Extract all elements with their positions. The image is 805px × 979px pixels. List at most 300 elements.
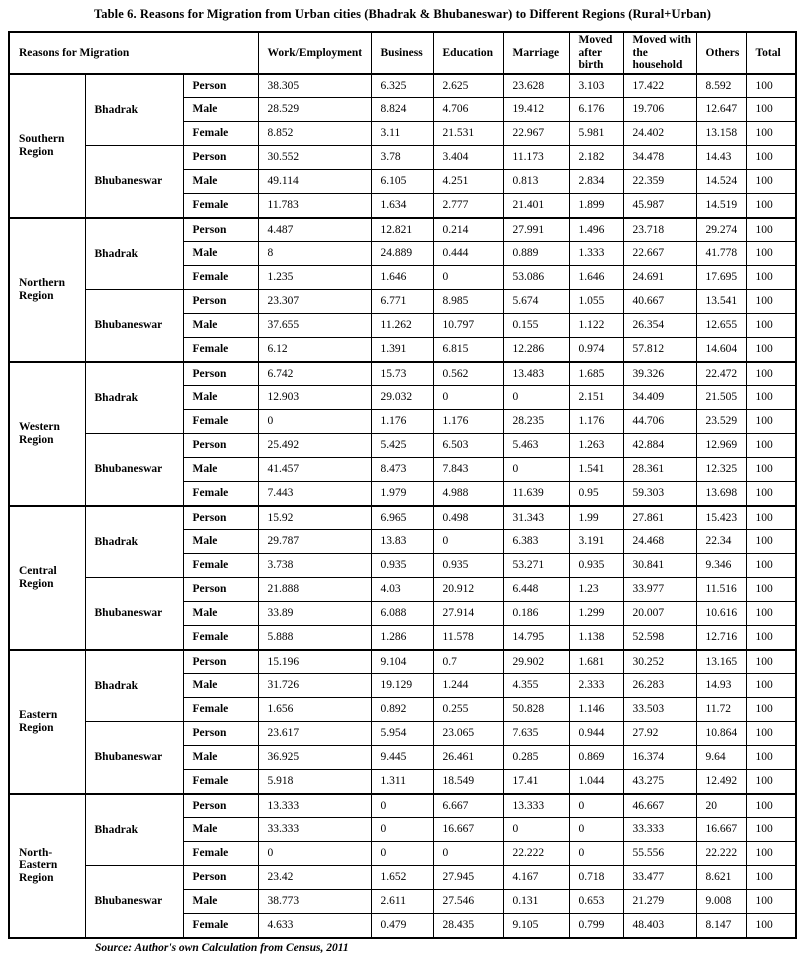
value-cell: 41.778 bbox=[696, 242, 746, 266]
value-cell: 7.843 bbox=[433, 458, 503, 482]
value-cell: 5.954 bbox=[371, 722, 433, 746]
value-cell: 0 bbox=[503, 818, 569, 842]
value-cell: 2.182 bbox=[569, 146, 623, 170]
value-cell: 1.979 bbox=[371, 482, 433, 506]
value-cell: 100 bbox=[746, 554, 796, 578]
person-type-cell: Male bbox=[183, 530, 258, 554]
value-cell: 31.726 bbox=[258, 674, 371, 698]
value-cell: 26.461 bbox=[433, 746, 503, 770]
person-type-cell: Male bbox=[183, 242, 258, 266]
value-cell: 29.274 bbox=[696, 218, 746, 242]
value-cell: 29.902 bbox=[503, 650, 569, 674]
value-cell: 100 bbox=[746, 698, 796, 722]
person-type-cell: Female bbox=[183, 554, 258, 578]
value-cell: 39.326 bbox=[623, 362, 696, 386]
value-cell: 13.541 bbox=[696, 290, 746, 314]
value-cell: 33.503 bbox=[623, 698, 696, 722]
city-cell: Bhadrak bbox=[85, 218, 183, 290]
value-cell: 100 bbox=[746, 818, 796, 842]
person-type-cell: Male bbox=[183, 746, 258, 770]
person-type-cell: Male bbox=[183, 170, 258, 194]
value-cell: 29.032 bbox=[371, 386, 433, 410]
city-cell: Bhadrak bbox=[85, 506, 183, 578]
value-cell: 12.325 bbox=[696, 458, 746, 482]
value-cell: 4.706 bbox=[433, 98, 503, 122]
value-cell: 59.303 bbox=[623, 482, 696, 506]
value-cell: 100 bbox=[746, 290, 796, 314]
value-cell: 9.445 bbox=[371, 746, 433, 770]
person-type-cell: Male bbox=[183, 314, 258, 338]
value-cell: 0.892 bbox=[371, 698, 433, 722]
value-cell: 100 bbox=[746, 434, 796, 458]
value-cell: 4.355 bbox=[503, 674, 569, 698]
value-cell: 14.519 bbox=[696, 194, 746, 218]
value-cell: 100 bbox=[746, 338, 796, 362]
value-cell: 50.828 bbox=[503, 698, 569, 722]
value-cell: 2.151 bbox=[569, 386, 623, 410]
value-cell: 0 bbox=[503, 458, 569, 482]
value-cell: 10.864 bbox=[696, 722, 746, 746]
value-cell: 6.667 bbox=[433, 794, 503, 818]
value-cell: 3.738 bbox=[258, 554, 371, 578]
value-cell: 53.086 bbox=[503, 266, 569, 290]
person-type-cell: Female bbox=[183, 338, 258, 362]
value-cell: 0.255 bbox=[433, 698, 503, 722]
value-cell: 3.404 bbox=[433, 146, 503, 170]
person-type-cell: Male bbox=[183, 602, 258, 626]
value-cell: 8.852 bbox=[258, 122, 371, 146]
value-cell: 33.977 bbox=[623, 578, 696, 602]
value-cell: 6.176 bbox=[569, 98, 623, 122]
header-col-6: Others bbox=[696, 32, 746, 74]
value-cell: 4.167 bbox=[503, 866, 569, 890]
value-cell: 0 bbox=[569, 818, 623, 842]
value-cell: 26.354 bbox=[623, 314, 696, 338]
value-cell: 0.889 bbox=[503, 242, 569, 266]
value-cell: 6.448 bbox=[503, 578, 569, 602]
value-cell: 19.706 bbox=[623, 98, 696, 122]
header-col-4: Moved after birth bbox=[569, 32, 623, 74]
table-header bbox=[9, 32, 796, 74]
value-cell: 0.869 bbox=[569, 746, 623, 770]
value-cell: 21.279 bbox=[623, 890, 696, 914]
value-cell: 22.667 bbox=[623, 242, 696, 266]
value-cell: 23.42 bbox=[258, 866, 371, 890]
value-cell: 11.516 bbox=[696, 578, 746, 602]
value-cell: 22.222 bbox=[696, 842, 746, 866]
value-cell: 5.981 bbox=[569, 122, 623, 146]
value-cell: 0.186 bbox=[503, 602, 569, 626]
value-cell: 12.286 bbox=[503, 338, 569, 362]
value-cell: 21.401 bbox=[503, 194, 569, 218]
value-cell: 17.41 bbox=[503, 770, 569, 794]
value-cell: 12.647 bbox=[696, 98, 746, 122]
value-cell: 0.974 bbox=[569, 338, 623, 362]
value-cell: 0.285 bbox=[503, 746, 569, 770]
value-cell: 33.477 bbox=[623, 866, 696, 890]
person-type-cell: Male bbox=[183, 458, 258, 482]
value-cell: 100 bbox=[746, 482, 796, 506]
value-cell: 100 bbox=[746, 218, 796, 242]
value-cell: 42.884 bbox=[623, 434, 696, 458]
table-row bbox=[9, 434, 796, 458]
migration-table bbox=[8, 31, 797, 939]
value-cell: 100 bbox=[746, 458, 796, 482]
table-title: Table 6. Reasons for Migration from Urban cities (Bhadrak & Bhubaneswar) to Different Regions (Rural+Urban) bbox=[93, 7, 711, 21]
value-cell: 0 bbox=[371, 818, 433, 842]
value-cell: 3.78 bbox=[371, 146, 433, 170]
value-cell: 19.129 bbox=[371, 674, 433, 698]
value-cell: 14.524 bbox=[696, 170, 746, 194]
value-cell: 48.403 bbox=[623, 914, 696, 938]
value-cell: 2.333 bbox=[569, 674, 623, 698]
value-cell: 12.716 bbox=[696, 626, 746, 650]
value-cell: 13.483 bbox=[503, 362, 569, 386]
value-cell: 2.625 bbox=[433, 74, 503, 98]
value-cell: 1.541 bbox=[569, 458, 623, 482]
table-row bbox=[9, 794, 796, 818]
value-cell: 13.83 bbox=[371, 530, 433, 554]
person-type-cell: Female bbox=[183, 410, 258, 434]
value-cell: 100 bbox=[746, 842, 796, 866]
value-cell: 1.23 bbox=[569, 578, 623, 602]
value-cell: 27.546 bbox=[433, 890, 503, 914]
value-cell: 0.718 bbox=[569, 866, 623, 890]
value-cell: 1.685 bbox=[569, 362, 623, 386]
value-cell: 6.503 bbox=[433, 434, 503, 458]
value-cell: 1.122 bbox=[569, 314, 623, 338]
person-type-cell: Male bbox=[183, 98, 258, 122]
value-cell: 17.422 bbox=[623, 74, 696, 98]
value-cell: 100 bbox=[746, 386, 796, 410]
person-type-cell: Person bbox=[183, 506, 258, 530]
header-row bbox=[9, 32, 796, 74]
value-cell: 1.99 bbox=[569, 506, 623, 530]
value-cell: 0.562 bbox=[433, 362, 503, 386]
value-cell: 1.244 bbox=[433, 674, 503, 698]
value-cell: 100 bbox=[746, 626, 796, 650]
person-type-cell: Female bbox=[183, 842, 258, 866]
value-cell: 18.549 bbox=[433, 770, 503, 794]
value-cell: 100 bbox=[746, 602, 796, 626]
value-cell: 24.468 bbox=[623, 530, 696, 554]
value-cell: 1.286 bbox=[371, 626, 433, 650]
value-cell: 6.105 bbox=[371, 170, 433, 194]
value-cell: 100 bbox=[746, 722, 796, 746]
person-type-cell: Person bbox=[183, 146, 258, 170]
header-reasons: Reasons for Migration bbox=[9, 32, 258, 74]
value-cell: 15.92 bbox=[258, 506, 371, 530]
value-cell: 11.72 bbox=[696, 698, 746, 722]
header-col-0: Work/Employment bbox=[258, 32, 371, 74]
value-cell: 14.604 bbox=[696, 338, 746, 362]
value-cell: 100 bbox=[746, 410, 796, 434]
value-cell: 100 bbox=[746, 170, 796, 194]
value-cell: 6.088 bbox=[371, 602, 433, 626]
value-cell: 53.271 bbox=[503, 554, 569, 578]
value-cell: 0 bbox=[503, 386, 569, 410]
value-cell: 17.695 bbox=[696, 266, 746, 290]
value-cell: 24.889 bbox=[371, 242, 433, 266]
value-cell: 27.945 bbox=[433, 866, 503, 890]
table-row bbox=[9, 506, 796, 530]
value-cell: 19.412 bbox=[503, 98, 569, 122]
city-cell: Bhubaneswar bbox=[85, 722, 183, 794]
value-cell: 11.578 bbox=[433, 626, 503, 650]
value-cell: 12.655 bbox=[696, 314, 746, 338]
person-type-cell: Female bbox=[183, 122, 258, 146]
value-cell: 12.903 bbox=[258, 386, 371, 410]
table-row bbox=[9, 290, 796, 314]
value-cell: 1.496 bbox=[569, 218, 623, 242]
city-cell: Bhubaneswar bbox=[85, 146, 183, 218]
table-row bbox=[9, 722, 796, 746]
value-cell: 0 bbox=[433, 842, 503, 866]
value-cell: 100 bbox=[746, 650, 796, 674]
value-cell: 1.646 bbox=[371, 266, 433, 290]
value-cell: 100 bbox=[746, 194, 796, 218]
value-cell: 28.235 bbox=[503, 410, 569, 434]
value-cell: 1.634 bbox=[371, 194, 433, 218]
city-cell: Bhadrak bbox=[85, 362, 183, 434]
value-cell: 31.343 bbox=[503, 506, 569, 530]
value-cell: 2.611 bbox=[371, 890, 433, 914]
value-cell: 4.487 bbox=[258, 218, 371, 242]
value-cell: 28.435 bbox=[433, 914, 503, 938]
value-cell: 11.173 bbox=[503, 146, 569, 170]
value-cell: 5.888 bbox=[258, 626, 371, 650]
region-cell: Northern Region bbox=[9, 218, 85, 362]
person-type-cell: Person bbox=[183, 362, 258, 386]
value-cell: 9.346 bbox=[696, 554, 746, 578]
value-cell: 0.935 bbox=[371, 554, 433, 578]
value-cell: 20.007 bbox=[623, 602, 696, 626]
value-cell: 15.73 bbox=[371, 362, 433, 386]
region-cell: Western Region bbox=[9, 362, 85, 506]
value-cell: 100 bbox=[746, 314, 796, 338]
value-cell: 1.055 bbox=[569, 290, 623, 314]
value-cell: 55.556 bbox=[623, 842, 696, 866]
value-cell: 11.783 bbox=[258, 194, 371, 218]
value-cell: 100 bbox=[746, 866, 796, 890]
value-cell: 24.402 bbox=[623, 122, 696, 146]
value-cell: 3.191 bbox=[569, 530, 623, 554]
value-cell: 100 bbox=[746, 794, 796, 818]
value-cell: 1.263 bbox=[569, 434, 623, 458]
value-cell: 27.92 bbox=[623, 722, 696, 746]
value-cell: 28.529 bbox=[258, 98, 371, 122]
value-cell: 23.617 bbox=[258, 722, 371, 746]
value-cell: 46.667 bbox=[623, 794, 696, 818]
header-col-3: Marriage bbox=[503, 32, 569, 74]
value-cell: 16.667 bbox=[696, 818, 746, 842]
city-cell: Bhubaneswar bbox=[85, 290, 183, 362]
value-cell: 23.628 bbox=[503, 74, 569, 98]
person-type-cell: Person bbox=[183, 794, 258, 818]
value-cell: 12.492 bbox=[696, 770, 746, 794]
value-cell: 6.815 bbox=[433, 338, 503, 362]
person-type-cell: Male bbox=[183, 818, 258, 842]
value-cell: 30.552 bbox=[258, 146, 371, 170]
value-cell: 22.967 bbox=[503, 122, 569, 146]
value-cell: 34.409 bbox=[623, 386, 696, 410]
value-cell: 52.598 bbox=[623, 626, 696, 650]
value-cell: 10.616 bbox=[696, 602, 746, 626]
person-type-cell: Person bbox=[183, 218, 258, 242]
header-col-5: Moved with the household bbox=[623, 32, 696, 74]
person-type-cell: Female bbox=[183, 266, 258, 290]
value-cell: 57.812 bbox=[623, 338, 696, 362]
region-cell: Eastern Region bbox=[9, 650, 85, 794]
region-cell: North-Eastern Region bbox=[9, 794, 85, 938]
value-cell: 14.795 bbox=[503, 626, 569, 650]
person-type-cell: Female bbox=[183, 626, 258, 650]
value-cell: 1.176 bbox=[371, 410, 433, 434]
value-cell: 7.443 bbox=[258, 482, 371, 506]
city-cell: Bhadrak bbox=[85, 650, 183, 722]
value-cell: 0.935 bbox=[569, 554, 623, 578]
value-cell: 30.252 bbox=[623, 650, 696, 674]
value-cell: 1.681 bbox=[569, 650, 623, 674]
table-row bbox=[9, 146, 796, 170]
person-type-cell: Person bbox=[183, 650, 258, 674]
value-cell: 100 bbox=[746, 746, 796, 770]
person-type-cell: Person bbox=[183, 722, 258, 746]
value-cell: 100 bbox=[746, 266, 796, 290]
value-cell: 0.444 bbox=[433, 242, 503, 266]
person-type-cell: Female bbox=[183, 914, 258, 938]
value-cell: 1.176 bbox=[569, 410, 623, 434]
value-cell: 0 bbox=[371, 794, 433, 818]
table-row bbox=[9, 362, 796, 386]
value-cell: 2.777 bbox=[433, 194, 503, 218]
value-cell: 8.473 bbox=[371, 458, 433, 482]
person-type-cell: Female bbox=[183, 770, 258, 794]
value-cell: 6.965 bbox=[371, 506, 433, 530]
value-cell: 1.656 bbox=[258, 698, 371, 722]
value-cell: 1.333 bbox=[569, 242, 623, 266]
value-cell: 100 bbox=[746, 578, 796, 602]
value-cell: 20 bbox=[696, 794, 746, 818]
value-cell: 0.944 bbox=[569, 722, 623, 746]
value-cell: 100 bbox=[746, 506, 796, 530]
value-cell: 5.425 bbox=[371, 434, 433, 458]
value-cell: 100 bbox=[746, 146, 796, 170]
value-cell: 25.492 bbox=[258, 434, 371, 458]
value-cell: 9.64 bbox=[696, 746, 746, 770]
value-cell: 8.621 bbox=[696, 866, 746, 890]
person-type-cell: Person bbox=[183, 290, 258, 314]
value-cell: 100 bbox=[746, 242, 796, 266]
value-cell: 24.691 bbox=[623, 266, 696, 290]
table-body bbox=[9, 74, 796, 938]
city-cell: Bhadrak bbox=[85, 794, 183, 866]
header-col-1: Business bbox=[371, 32, 433, 74]
value-cell: 100 bbox=[746, 914, 796, 938]
value-cell: 0.653 bbox=[569, 890, 623, 914]
value-cell: 100 bbox=[746, 770, 796, 794]
value-cell: 41.457 bbox=[258, 458, 371, 482]
value-cell: 0.799 bbox=[569, 914, 623, 938]
value-cell: 0.155 bbox=[503, 314, 569, 338]
value-cell: 13.158 bbox=[696, 122, 746, 146]
value-cell: 1.299 bbox=[569, 602, 623, 626]
value-cell: 100 bbox=[746, 674, 796, 698]
person-type-cell: Person bbox=[183, 434, 258, 458]
region-cell: Southern Region bbox=[9, 74, 85, 218]
person-type-cell: Person bbox=[183, 74, 258, 98]
value-cell: 23.065 bbox=[433, 722, 503, 746]
value-cell: 5.463 bbox=[503, 434, 569, 458]
value-cell: 10.797 bbox=[433, 314, 503, 338]
table-row bbox=[9, 74, 796, 98]
value-cell: 5.674 bbox=[503, 290, 569, 314]
header-col-7: Total bbox=[746, 32, 796, 74]
value-cell: 8.592 bbox=[696, 74, 746, 98]
value-cell: 34.478 bbox=[623, 146, 696, 170]
value-cell: 2.834 bbox=[569, 170, 623, 194]
value-cell: 14.43 bbox=[696, 146, 746, 170]
value-cell: 38.773 bbox=[258, 890, 371, 914]
value-cell: 33.333 bbox=[258, 818, 371, 842]
value-cell: 29.787 bbox=[258, 530, 371, 554]
value-cell: 3.103 bbox=[569, 74, 623, 98]
person-type-cell: Person bbox=[183, 866, 258, 890]
source-note: Source: Author's own Calculation from Census, 2011 bbox=[95, 941, 349, 954]
value-cell: 1.044 bbox=[569, 770, 623, 794]
value-cell: 23.529 bbox=[696, 410, 746, 434]
value-cell: 0 bbox=[569, 794, 623, 818]
region-cell: Central Region bbox=[9, 506, 85, 650]
value-cell: 8.985 bbox=[433, 290, 503, 314]
person-type-cell: Male bbox=[183, 386, 258, 410]
value-cell: 23.718 bbox=[623, 218, 696, 242]
value-cell: 11.639 bbox=[503, 482, 569, 506]
table-row bbox=[9, 218, 796, 242]
value-cell: 4.03 bbox=[371, 578, 433, 602]
value-cell: 40.667 bbox=[623, 290, 696, 314]
value-cell: 8.147 bbox=[696, 914, 746, 938]
value-cell: 100 bbox=[746, 98, 796, 122]
value-cell: 13.333 bbox=[503, 794, 569, 818]
value-cell: 28.361 bbox=[623, 458, 696, 482]
value-cell: 27.914 bbox=[433, 602, 503, 626]
value-cell: 36.925 bbox=[258, 746, 371, 770]
value-cell: 33.89 bbox=[258, 602, 371, 626]
value-cell: 22.472 bbox=[696, 362, 746, 386]
value-cell: 21.888 bbox=[258, 578, 371, 602]
city-cell: Bhubaneswar bbox=[85, 866, 183, 938]
value-cell: 100 bbox=[746, 74, 796, 98]
value-cell: 13.165 bbox=[696, 650, 746, 674]
value-cell: 7.635 bbox=[503, 722, 569, 746]
value-cell: 26.283 bbox=[623, 674, 696, 698]
value-cell: 9.104 bbox=[371, 650, 433, 674]
value-cell: 21.505 bbox=[696, 386, 746, 410]
value-cell: 49.114 bbox=[258, 170, 371, 194]
value-cell: 0.7 bbox=[433, 650, 503, 674]
value-cell: 0.935 bbox=[433, 554, 503, 578]
value-cell: 0.479 bbox=[371, 914, 433, 938]
value-cell: 1.646 bbox=[569, 266, 623, 290]
value-cell: 8 bbox=[258, 242, 371, 266]
value-cell: 1.391 bbox=[371, 338, 433, 362]
value-cell: 0 bbox=[258, 410, 371, 434]
value-cell: 37.655 bbox=[258, 314, 371, 338]
person-type-cell: Female bbox=[183, 482, 258, 506]
city-cell: Bhubaneswar bbox=[85, 434, 183, 506]
value-cell: 6.325 bbox=[371, 74, 433, 98]
